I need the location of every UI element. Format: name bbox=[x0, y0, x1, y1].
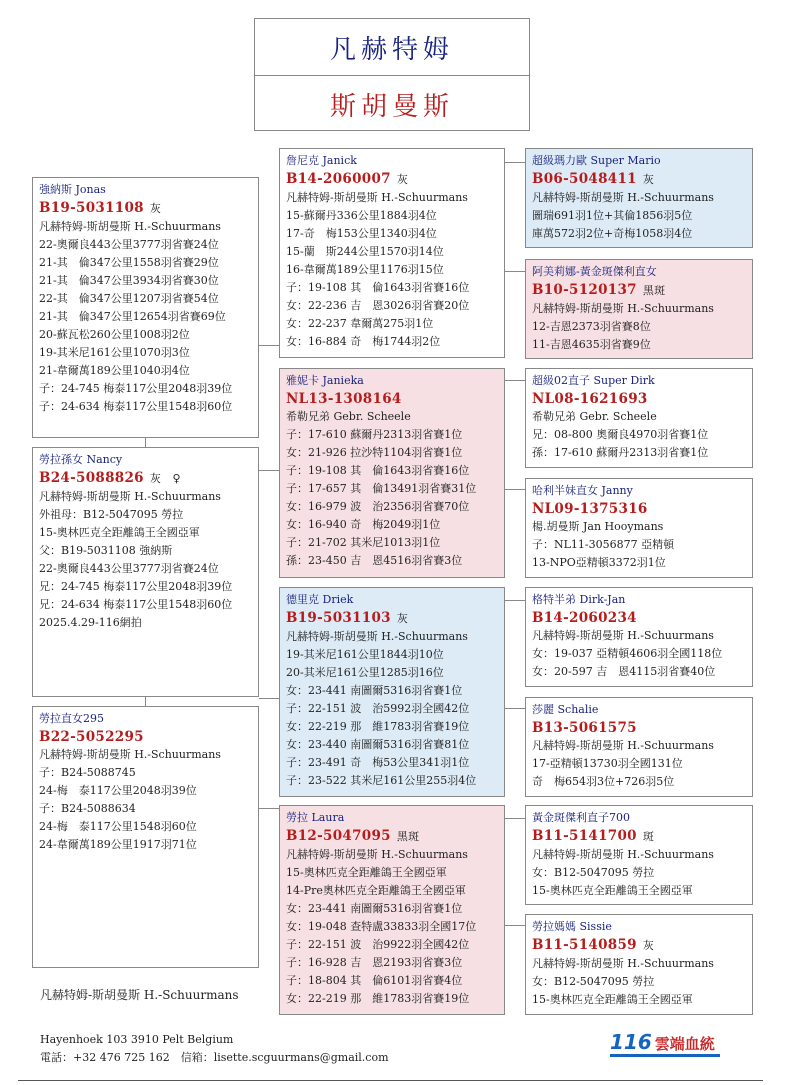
ring-number-row bbox=[532, 390, 746, 408]
record-line: 凡赫特姆-斯胡曼斯 H.-Schuurmans bbox=[532, 302, 714, 315]
record-line: 20-蘇瓦松260公里1008羽2位 bbox=[39, 328, 190, 341]
connector bbox=[505, 489, 525, 490]
record-line: 子：18-804 其 倫6101羽省賽4位 bbox=[286, 974, 463, 987]
bird-color: 斑 bbox=[642, 830, 655, 843]
bird-color: 黑斑 bbox=[396, 830, 420, 843]
ring-number: NL08-1621693 bbox=[532, 391, 648, 407]
record-line: 子：23-522 其米尼161公里255羽4位 bbox=[286, 774, 477, 787]
ring-number: B14-2060007 bbox=[286, 171, 391, 187]
record-line: 女：B12-5047095 勞拉 bbox=[532, 866, 655, 879]
record-line: 女：16-884 奇 梅1744羽2位 bbox=[286, 335, 441, 348]
ring-number: NL09-1375316 bbox=[532, 501, 648, 517]
ring-number: B14-2060234 bbox=[532, 610, 637, 626]
record-line: 12-吉恩2373羽省賽8位 bbox=[532, 320, 651, 333]
record-line: 楊.胡曼斯 Jan Hooymans bbox=[532, 520, 664, 533]
connector bbox=[505, 925, 525, 926]
connector bbox=[505, 162, 525, 163]
record-line: 子：B24-5088634 bbox=[39, 802, 136, 815]
record-line: 14-Pre奧林匹克全距離鴿王全國亞軍 bbox=[286, 884, 466, 897]
record-line: 兄：08-800 奧爾良4970羽省賽1位 bbox=[532, 428, 709, 441]
bird-name: 強納斯 Jonas bbox=[39, 183, 106, 196]
pedigree-card-dirkjan bbox=[525, 587, 753, 687]
record-line: 女：16-940 奇 梅2049羽1位 bbox=[286, 518, 441, 531]
pedigree-card-janieka bbox=[279, 368, 505, 578]
bird-name: 勞拉媽媽 Sissie bbox=[532, 920, 612, 933]
ring-number: B22-5052295 bbox=[39, 729, 144, 745]
record-line: 凡赫特姆-斯胡曼斯 H.-Schuurmans bbox=[532, 739, 714, 752]
bird-name: 超級02直子 Super Dirk bbox=[532, 374, 655, 387]
ring-number: B10-5120137 bbox=[532, 282, 637, 298]
record-line: 凡赫特姆-斯胡曼斯 H.-Schuurmans bbox=[39, 748, 221, 761]
record-line: 子：19-108 其 倫1643羽省賽16位 bbox=[286, 464, 470, 477]
footer-contact: 電話：+32 476 725 162 信箱：lisette.scguurmans@gmail.com bbox=[40, 1051, 389, 1064]
record-line: 子：24-634 梅泰117公里1548羽60位 bbox=[39, 400, 233, 413]
record-line: 24-梅 泰117公里1548羽60位 bbox=[39, 820, 197, 833]
record-line: 24-韋爾萬189公里1917羽71位 bbox=[39, 838, 197, 851]
record-line: 子：21-702 其米尼1013羽1位 bbox=[286, 536, 441, 549]
record-line: 15-奧林匹克全距離鴿王全國亞軍 bbox=[39, 526, 200, 539]
bird-color: 灰 ♀ bbox=[149, 472, 181, 485]
record-line: 女：23-441 南圖爾5316羽省賽1位 bbox=[286, 902, 463, 915]
record-line: 孫：23-450 吉 恩4516羽省賽3位 bbox=[286, 554, 463, 567]
bird-name: 勞拉孫女 Nancy bbox=[39, 453, 123, 466]
record-line: 24-梅 泰117公里2048羽39位 bbox=[39, 784, 197, 797]
footer-owner: 凡赫特姆-斯胡曼斯 H.-Schuurmans bbox=[40, 988, 239, 1002]
connector bbox=[259, 470, 279, 471]
record-line: 11-吉恩4635羽省賽9位 bbox=[532, 338, 651, 351]
pedigree-card-golden700 bbox=[525, 805, 753, 905]
record-line: 22-奧爾良443公里3777羽省賽24位 bbox=[39, 238, 219, 251]
bird-color: 灰 bbox=[642, 173, 655, 186]
record-line: 2025.4.29-116網拍 bbox=[39, 616, 142, 629]
record-line: 19-其米尼161公里1844羽10位 bbox=[286, 648, 444, 661]
pedigree-card-driek bbox=[279, 587, 505, 797]
ring-number: B19-5031108 bbox=[39, 200, 144, 216]
ring-number-row bbox=[39, 728, 252, 746]
pedigree-card-schalie bbox=[525, 697, 753, 797]
ring-number: B12-5047095 bbox=[286, 828, 391, 844]
record-line: 16-韋爾萬189公里1176羽15位 bbox=[286, 263, 444, 276]
record-line: 希勒兄弟 Gebr. Scheele bbox=[532, 410, 657, 423]
record-line: 22-其 倫347公里1207羽省賽54位 bbox=[39, 292, 219, 305]
record-line: 兄：24-634 梅泰117公里1548羽60位 bbox=[39, 598, 233, 611]
ring-number-row bbox=[532, 719, 746, 737]
record-line: 15-蘇爾丹336公里1884羽4位 bbox=[286, 209, 437, 222]
record-line: 凡赫特姆-斯胡曼斯 H.-Schuurmans bbox=[532, 629, 714, 642]
record-line: 子：22-151 波 治5992羽全國42位 bbox=[286, 702, 470, 715]
ring-number-row bbox=[39, 199, 252, 218]
bird-name: 黃金斑傑利直子700 bbox=[532, 811, 630, 824]
connector bbox=[505, 271, 525, 272]
record-line: 凡赫特姆-斯胡曼斯 H.-Schuurmans bbox=[286, 848, 468, 861]
bird-name: 超級瑪力歐 Super Mario bbox=[532, 154, 661, 167]
ring-number-row bbox=[532, 609, 746, 627]
ring-number-row bbox=[532, 281, 746, 300]
ring-number: B11-5140859 bbox=[532, 937, 637, 953]
ring-number-row bbox=[532, 827, 746, 846]
record-line: 孫：17-610 蘇爾丹2313羽省賽1位 bbox=[532, 446, 709, 459]
record-line: 女：B12-5047095 勞拉 bbox=[532, 975, 655, 988]
pedigree-card-jonas bbox=[32, 177, 259, 438]
record-line: 圖瑞691羽1位+其倫1856羽5位 bbox=[532, 209, 693, 222]
pedigree-card-dirk bbox=[525, 368, 753, 468]
record-line: 13-NPO亞精頓3372羽1位 bbox=[532, 556, 666, 569]
bird-name: 雅妮卡 Janieka bbox=[286, 374, 364, 387]
connector bbox=[505, 708, 525, 709]
pedigree-card-janny bbox=[525, 478, 753, 578]
record-line: 15-奧林匹克全距離鴿王全國亞軍 bbox=[532, 993, 693, 1006]
record-line: 女：22-236 吉 恩3026羽省賽20位 bbox=[286, 299, 470, 312]
ring-number-row bbox=[39, 469, 252, 488]
bird-name: 勞拉直女295 bbox=[39, 712, 104, 725]
bird-name: 哈利半妹直女 Janny bbox=[532, 484, 633, 497]
record-line: 15-奧林匹克全距離鴿王全國亞軍 bbox=[532, 884, 693, 897]
record-line: 子：B24-5088745 bbox=[39, 766, 136, 779]
connector bbox=[505, 818, 525, 819]
ring-number: B11-5141700 bbox=[532, 828, 637, 844]
record-line: 凡赫特姆-斯胡曼斯 H.-Schuurmans bbox=[286, 630, 468, 643]
connector bbox=[505, 380, 525, 381]
logo-underline bbox=[610, 1054, 720, 1057]
ring-number: B19-5031103 bbox=[286, 610, 391, 626]
record-line: 奇 梅654羽3位+726羽5位 bbox=[532, 775, 675, 788]
brand-logo bbox=[610, 1030, 715, 1054]
bird-color: 灰 bbox=[396, 173, 409, 186]
ring-number: B24-5088826 bbox=[39, 470, 144, 486]
record-line: 女：19-048 查特盧33833羽全國17位 bbox=[286, 920, 477, 933]
record-line: 15-蘭 斯244公里1570羽14位 bbox=[286, 245, 444, 258]
bottom-rule bbox=[18, 1080, 763, 1081]
connector bbox=[259, 345, 279, 346]
record-line: 19-其米尼161公里1070羽3位 bbox=[39, 346, 190, 359]
ring-number-row bbox=[532, 170, 746, 189]
record-line: 女：16-979 波 治2356羽省賽70位 bbox=[286, 500, 470, 513]
ring-number-row bbox=[286, 827, 498, 846]
record-line: 凡赫特姆-斯胡曼斯 H.-Schuurmans bbox=[532, 848, 714, 861]
pedigree-card-janick bbox=[279, 148, 505, 358]
record-line: 21-韋爾萬189公里1040羽4位 bbox=[39, 364, 190, 377]
record-line: 庫萬572羽2位+奇梅1058羽4位 bbox=[532, 227, 693, 240]
pedigree-card-laura bbox=[279, 805, 505, 1015]
record-line: 凡赫特姆-斯胡曼斯 H.-Schuurmans bbox=[532, 191, 714, 204]
record-line: 子：24-745 梅泰117公里2048羽39位 bbox=[39, 382, 233, 395]
title-box bbox=[254, 18, 530, 131]
record-line: 子：19-108 其 倫1643羽省賽16位 bbox=[286, 281, 470, 294]
bird-name: 格特半弟 Dirk-Jan bbox=[532, 593, 626, 606]
record-line: 21-其 倫347公里12654羽省賽69位 bbox=[39, 310, 226, 323]
record-line: 子：17-657 其 倫13491羽省賽31位 bbox=[286, 482, 477, 495]
pedigree-card-sissie bbox=[525, 914, 753, 1015]
footer-address-block bbox=[40, 1031, 389, 1067]
pedigree-card-annanina bbox=[525, 259, 753, 359]
record-line: 子：23-491 奇 梅53公里341羽1位 bbox=[286, 756, 470, 769]
record-line: 凡赫特姆-斯胡曼斯 H.-Schuurmans bbox=[532, 957, 714, 970]
record-line: 女：21-926 拉沙特1104羽省賽1位 bbox=[286, 446, 463, 459]
record-line: 21-其 倫347公里1558羽省賽29位 bbox=[39, 256, 219, 269]
title-line-1: 凡赫特姆 bbox=[255, 19, 529, 76]
bird-name: 德里克 Driek bbox=[286, 593, 354, 606]
record-line: 女：22-219 那 維1783羽省賽19位 bbox=[286, 720, 470, 733]
ring-number-row bbox=[532, 936, 746, 955]
logo-number: 116 bbox=[610, 1030, 652, 1054]
record-line: 15-奧林匹克全距離鴿王全國亞軍 bbox=[286, 866, 447, 879]
ring-number: B06-5048411 bbox=[532, 171, 637, 187]
record-line: 17-奇 梅153公里1340羽4位 bbox=[286, 227, 437, 240]
bird-name: 詹尼克 Janick bbox=[286, 154, 357, 167]
logo-text: 雲端血統 bbox=[654, 1035, 715, 1053]
bird-color: 灰 bbox=[149, 202, 162, 215]
record-line: 女：23-440 南圖爾5316羽省賽81位 bbox=[286, 738, 470, 751]
record-line: 凡赫特姆-斯胡曼斯 H.-Schuurmans bbox=[39, 490, 221, 503]
record-line: 希勒兄弟 Gebr. Scheele bbox=[286, 410, 411, 423]
record-line: 外祖母：B12-5047095 勞拉 bbox=[39, 508, 184, 521]
record-line: 子：16-928 吉 恩2193羽省賽3位 bbox=[286, 956, 463, 969]
connector bbox=[259, 698, 279, 699]
record-line: 凡赫特姆-斯胡曼斯 H.-Schuurmans bbox=[39, 220, 221, 233]
record-line: 女：23-441 南圖爾5316羽省賽1位 bbox=[286, 684, 463, 697]
ring-number-row bbox=[286, 390, 498, 408]
record-line: 21-其 倫347公里3934羽省賽30位 bbox=[39, 274, 219, 287]
pedigree-card-nancy bbox=[32, 447, 259, 697]
record-line: 凡赫特姆-斯胡曼斯 H.-Schuurmans bbox=[286, 191, 468, 204]
record-line: 22-奧爾良443公里3777羽省賽24位 bbox=[39, 562, 219, 575]
record-line: 父：B19-5031108 強納斯 bbox=[39, 544, 173, 557]
record-line: 20-其米尼161公里1285羽16位 bbox=[286, 666, 444, 679]
ring-number-row bbox=[286, 170, 498, 189]
ring-number: B13-5061575 bbox=[532, 720, 637, 736]
bird-name: 阿美莉娜-黃金斑傑利直女 bbox=[532, 265, 657, 278]
connector bbox=[145, 697, 146, 706]
bird-color: 灰 bbox=[642, 939, 655, 952]
title-line-2: 斯胡曼斯 bbox=[329, 91, 454, 122]
record-line: 17-亞精頓13730羽全國131位 bbox=[532, 757, 683, 770]
ring-number-row bbox=[286, 609, 498, 628]
ring-number-row bbox=[532, 500, 746, 518]
record-line: 女：22-237 韋爾萬275羽1位 bbox=[286, 317, 434, 330]
record-line: 子：22-151 波 治9922羽全國42位 bbox=[286, 938, 470, 951]
bird-name: 勞拉 Laura bbox=[286, 811, 345, 824]
record-line: 女：19-037 亞精頓4606羽全國118位 bbox=[532, 647, 723, 660]
bird-name: 莎麗 Schalie bbox=[532, 703, 599, 716]
record-line: 子：17-610 蘇爾丹2313羽省賽1位 bbox=[286, 428, 463, 441]
connector bbox=[145, 438, 146, 447]
connector bbox=[505, 600, 525, 601]
footer-address: Hayenhoek 103 3910 Pelt Belgium bbox=[40, 1033, 234, 1046]
bird-color: 黑斑 bbox=[642, 284, 666, 297]
connector bbox=[259, 808, 279, 809]
pedigree-card-laura295 bbox=[32, 706, 259, 968]
record-line: 子：NL11-3056877 亞精頓 bbox=[532, 538, 675, 551]
ring-number: NL13-1308164 bbox=[286, 391, 402, 407]
record-line: 女：22-219 那 維1783羽省賽19位 bbox=[286, 992, 470, 1005]
bird-color: 灰 bbox=[396, 612, 409, 625]
pedigree-card-mario bbox=[525, 148, 753, 248]
record-line: 兄：24-745 梅泰117公里2048羽39位 bbox=[39, 580, 233, 593]
record-line: 女：20-597 吉 恩4115羽省賽40位 bbox=[532, 665, 716, 678]
